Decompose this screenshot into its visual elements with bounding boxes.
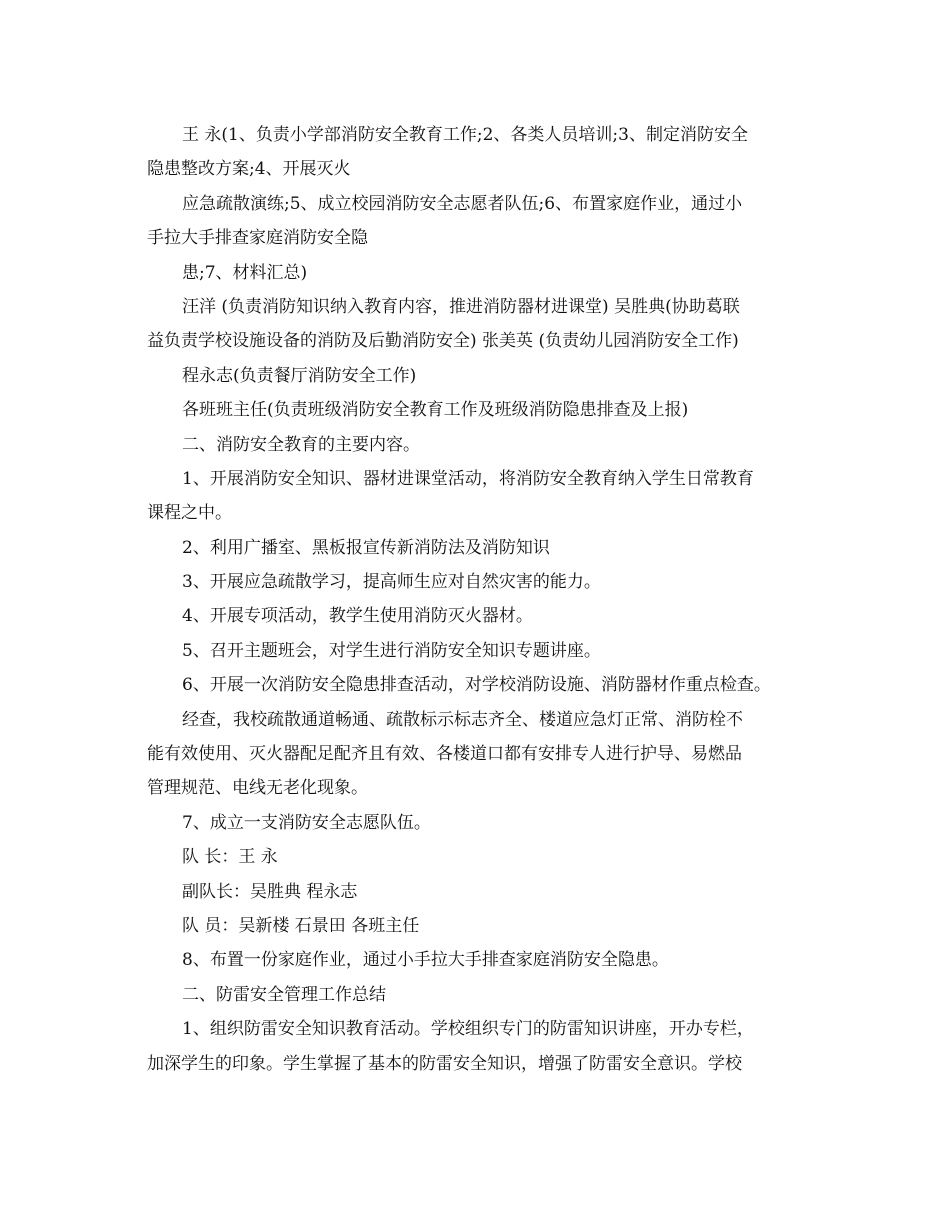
text-line: 隐患整改方案;4、开展灭火 — [147, 159, 351, 180]
text-line: 王 永(1、负责小学部消防安全教育工作;2、各类人员培训;3、制定消防安全 — [182, 125, 748, 145]
text-line: 队 长：王 永 — [182, 847, 278, 868]
text-line: 队 员：吴新楼 石景田 各班主任 — [182, 915, 420, 936]
document-body — [147, 118, 817, 1081]
text-line: 1、开展消防安全知识、器材进课堂活动，将消防安全教育纳入学生日常教育 — [182, 468, 754, 489]
text-line: 管理规范、电线无老化现象。 — [147, 778, 368, 799]
text-line: 5、召开主题班会，对学生进行消防安全知识专题讲座。 — [182, 640, 601, 661]
text-line: 8、布置一份家庭作业，通过小手拉大手排查家庭消防安全隐患。 — [182, 950, 669, 971]
text-line: 2、利用广播室、黑板报宣传新消防法及消防知识 — [182, 537, 550, 558]
text-line: 加深学生的印象。学生掌握了基本的防雷安全知识，增强了防雷安全意识。学校 — [147, 1053, 742, 1074]
text-line: 应急疏散演练;5、成立校园消防安全志愿者队伍;6、布置家庭作业，通过小 — [182, 193, 743, 214]
text-line: 经查，我校疏散通道畅通、疏散标示标志齐全、楼道应急灯正常、消防栓不 — [182, 709, 743, 730]
text-line: 7、成立一支消防安全志愿队伍。 — [182, 812, 431, 833]
text-line: 1、组织防雷安全知识教育活动。学校组织专门的防雷知识讲座，开办专栏， — [182, 1019, 754, 1040]
text-line: 课程之中。 — [147, 503, 232, 524]
section-heading: 二、防雷安全管理工作总结 — [182, 984, 386, 1005]
text-line: 汪洋 (负责消防知识纳入教育内容，推进消防器材进课堂) 吴胜典(协助葛联 — [182, 296, 740, 317]
text-line: 6、开展一次消防安全隐患排查活动，对学校消防设施、消防器材作重点检查。 — [182, 675, 771, 696]
text-line: 3、开展应急疏散学习，提高师生应对自然灾害的能力。 — [182, 572, 601, 593]
text-line: 益负责学校设施设备的消防及后勤消防安全) 张美英 (负责幼儿园消防安全工作) — [147, 331, 739, 352]
text-line: 4、开展专项活动，教学生使用消防灭火器材。 — [182, 606, 533, 627]
text-line: 程永志(负责餐厅消防安全工作) — [182, 365, 417, 386]
text-line: 各班班主任(负责班级消防安全教育工作及班级消防隐患排查及上报) — [182, 400, 689, 421]
text-line: 能有效使用、灭火器配足配齐且有效、各楼道口都有安排专人进行护导、易燃品 — [147, 744, 742, 765]
section-heading: 二、消防安全教育的主要内容。 — [182, 434, 420, 455]
text-line: 副队长：吴胜典 程永志 — [182, 881, 358, 902]
text-line: 手拉大手排查家庭消防安全隐 — [147, 228, 368, 249]
text-line: 患;7、材料汇总) — [182, 262, 308, 283]
